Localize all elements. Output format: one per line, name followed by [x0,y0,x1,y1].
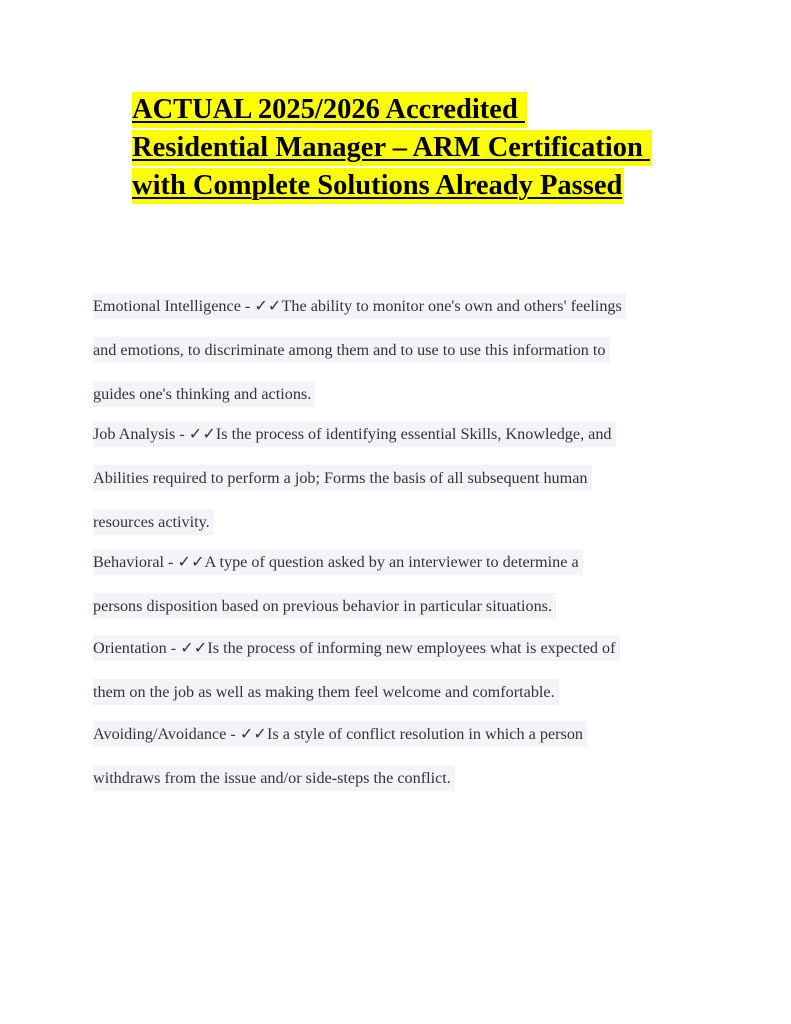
document-title [132,92,732,204]
body-text-line: withdraws from the issue and/or side-steps the conflict. [93,765,455,791]
body-text-line: and emotions, to discriminate among them and to use to use this information to [93,337,610,363]
title-line: Residential Manager – ARM Certification [132,130,652,166]
body-text-line: Abilities required to perform a job; Forms the basis of all subsequent human [93,465,592,491]
document-body [93,293,693,791]
body-text-line: resources activity. [93,509,214,535]
body-text-line: guides one's thinking and actions. [93,381,315,407]
definition-job-analysis: Job Analysis - ✓✓Is the process of identifying essential Skills, Knowledge, and [93,421,616,447]
body-text-line: persons disposition based on previous behavior in particular situations. [93,593,556,619]
definition-emotional-intelligence: Emotional Intelligence - ✓✓The ability to monitor one's own and others' feelings [93,293,626,319]
body-text-line: them on the job as well as making them feel welcome and comfortable. [93,679,559,705]
definition-orientation: Orientation - ✓✓Is the process of informing new employees what is expected of [93,635,620,661]
title-line: with Complete Solutions Already Passed [132,168,624,204]
title-line: ACTUAL 2025/2026 Accredited [132,92,527,128]
definition-avoidance: Avoiding/Avoidance - ✓✓Is a style of conflict resolution in which a person [93,721,587,747]
definition-behavioral: Behavioral - ✓✓A type of question asked by an interviewer to determine a [93,549,583,575]
